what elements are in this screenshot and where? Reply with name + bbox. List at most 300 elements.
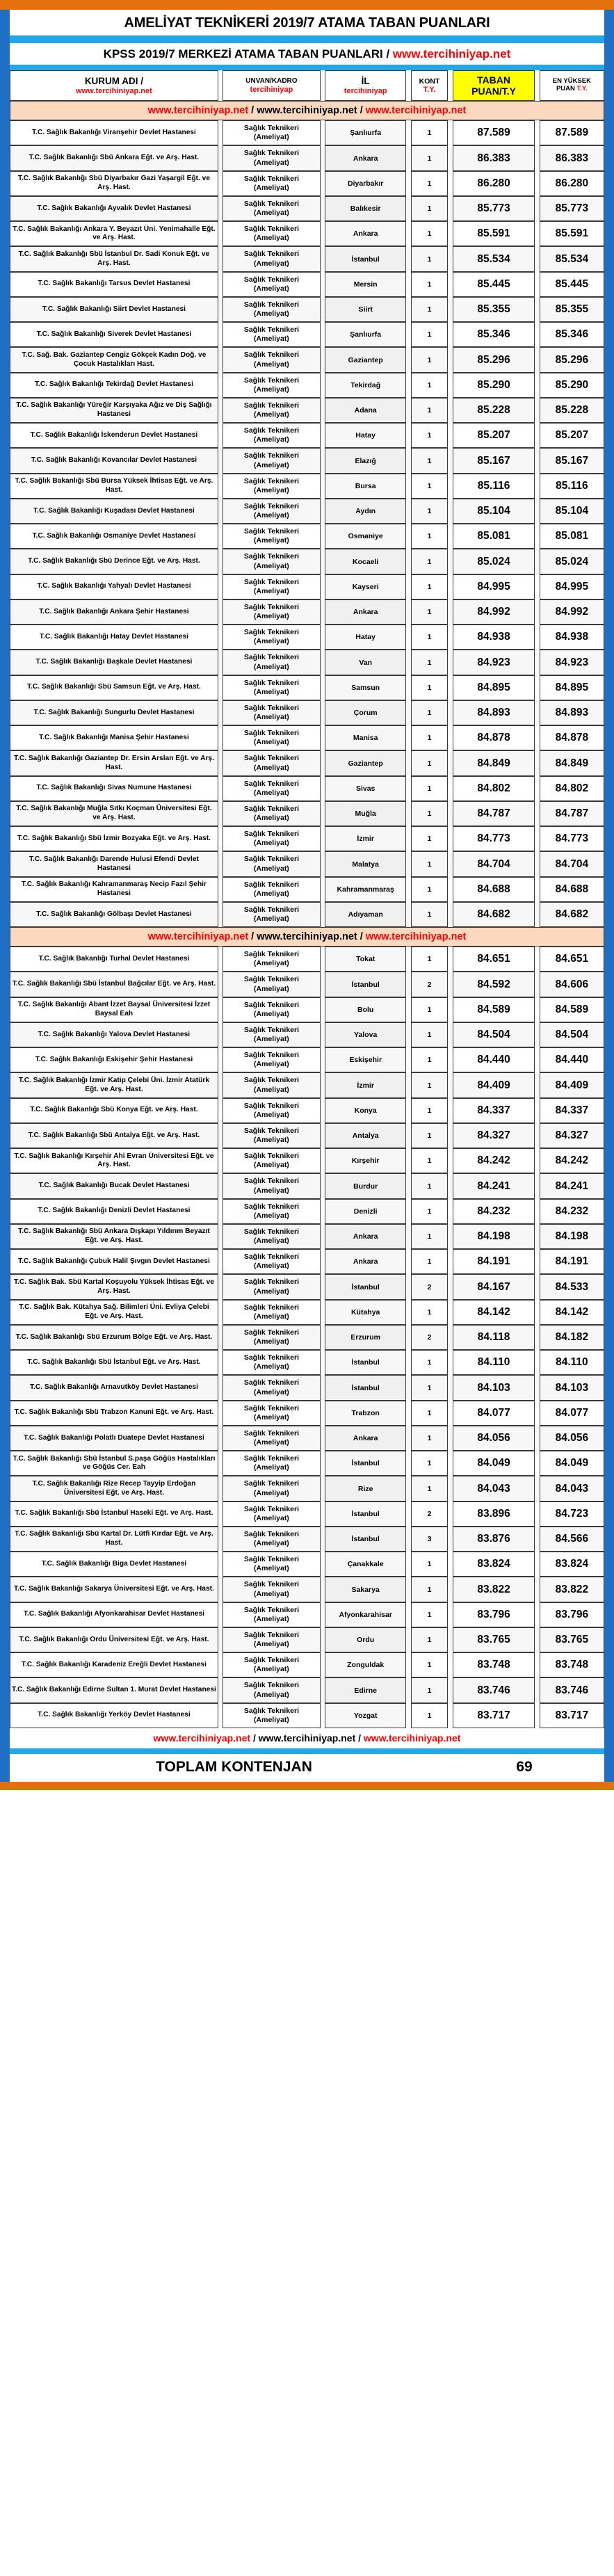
cell-il: Şanlıurfa xyxy=(325,322,406,347)
unvan-line-2: (Ameliyat) xyxy=(254,259,289,268)
table-row xyxy=(10,1552,604,1577)
cell-kontenjan: 1 xyxy=(411,499,449,524)
unvan-line-2: (Ameliyat) xyxy=(254,460,289,469)
table-row xyxy=(10,972,604,997)
table-row xyxy=(10,423,604,448)
cell-kurum-adi: T.C. Sağlık Bakanlığı Sbü Bursa Yüksek İhtisas Eğt. ve Arş. Hast. xyxy=(10,474,218,499)
cell-en-yuksek-puan: 84.056 xyxy=(540,1426,604,1451)
cell-kurum-adi: T.C. Sağlık Bakanlığı Siirt Devlet Hastanesi xyxy=(10,297,218,322)
unvan-line-2: (Ameliyat) xyxy=(254,1110,289,1119)
cell-kontenjan: 1 xyxy=(411,574,449,599)
cell-kontenjan: 1 xyxy=(411,1677,449,1702)
cell-kontenjan: 1 xyxy=(411,1098,449,1123)
cell-unvan-kadro xyxy=(223,750,320,775)
table-row xyxy=(10,1274,604,1299)
cell-taban-puan: 85.024 xyxy=(453,549,535,574)
cell-kontenjan: 1 xyxy=(411,625,449,650)
unvan-line-1: Sağlık Teknikeri xyxy=(243,527,300,536)
cell-en-yuksek-puan: 85.591 xyxy=(540,221,604,246)
unvan-line-2: (Ameliyat) xyxy=(254,1539,289,1548)
cell-unvan-kadro xyxy=(223,650,320,675)
cell-taban-puan: 85.534 xyxy=(453,246,535,271)
unvan-line-2: (Ameliyat) xyxy=(254,1362,289,1371)
table-row xyxy=(10,272,604,297)
cell-unvan-kadro xyxy=(223,1502,320,1527)
cell-taban-puan: 84.773 xyxy=(453,826,535,851)
unvan-line-2: (Ameliyat) xyxy=(254,183,289,192)
table-row xyxy=(10,145,604,170)
unvan-line-1: Sağlık Teknikeri xyxy=(243,975,300,984)
table-row xyxy=(10,902,604,927)
cell-unvan-kadro xyxy=(223,902,320,927)
cell-kurum-adi: T.C. Sağlık Bakanlığı Turhal Devlet Hastanesi xyxy=(10,947,218,972)
cell-unvan-kadro xyxy=(223,1224,320,1249)
unvan-line-1: Sağlık Teknikeri xyxy=(243,1378,300,1387)
unvan-line-2: (Ameliyat) xyxy=(254,889,289,898)
cell-kontenjan: 1 xyxy=(411,902,449,927)
cell-il: Elazığ xyxy=(325,448,406,473)
cell-kurum-adi: T.C. Sağlık Bakanlığı Sbü İzmir Bozyaka Eğt. ve Arş. Hast. xyxy=(10,826,218,851)
cell-en-yuksek-puan: 85.355 xyxy=(540,297,604,322)
unvan-line-2: (Ameliyat) xyxy=(254,1060,289,1069)
cell-en-yuksek-puan: 84.103 xyxy=(540,1375,604,1400)
subtitle-link[interactable]: www.tercihiniyap.net xyxy=(392,47,511,61)
cell-kontenjan: 1 xyxy=(411,145,449,170)
cell-kontenjan: 1 xyxy=(411,297,449,322)
cell-kurum-adi: T.C. Sağlık Bakanlığı İskenderun Devlet Hastanesi xyxy=(10,423,218,448)
unvan-line-1: Sağlık Teknikeri xyxy=(243,1656,300,1665)
cell-il: Bursa xyxy=(325,474,406,499)
cell-en-yuksek-puan: 84.409 xyxy=(540,1072,604,1097)
cell-unvan-kadro xyxy=(223,145,320,170)
cell-kurum-adi: T.C. Sağ. Bak. Gaziantep Cengiz Gökçek Kadın Doğ. ve Çocuk Hastalıkları Hast. xyxy=(10,347,218,372)
cell-il: Şanlıurfa xyxy=(325,120,406,145)
cell-kontenjan: 1 xyxy=(411,196,449,221)
unvan-line-2: (Ameliyat) xyxy=(254,1589,289,1598)
cell-en-yuksek-puan: 85.445 xyxy=(540,272,604,297)
unvan-line-1: Sağlık Teknikeri xyxy=(243,577,300,586)
unvan-line-1: Sağlık Teknikeri xyxy=(243,250,300,259)
cell-unvan-kadro xyxy=(223,1325,320,1350)
unvan-line-2: (Ameliyat) xyxy=(254,1690,289,1699)
promo-banner-row xyxy=(10,927,604,947)
table-row xyxy=(10,1627,604,1652)
unvan-line-1: Sağlık Teknikeri xyxy=(243,1580,300,1589)
unvan-header-sub: tercihiniyap xyxy=(250,85,293,94)
cell-il: Yalova xyxy=(325,1022,406,1047)
cell-il: Balıkesir xyxy=(325,196,406,221)
cell-kontenjan: 1 xyxy=(411,750,449,775)
cell-taban-puan: 84.878 xyxy=(453,725,535,750)
header-row xyxy=(10,70,604,101)
cell-taban-puan: 83.896 xyxy=(453,1502,535,1527)
cell-kontenjan: 1 xyxy=(411,524,449,549)
unvan-line-1: Sağlık Teknikeri xyxy=(243,199,300,208)
cell-taban-puan: 84.232 xyxy=(453,1199,535,1224)
cell-en-yuksek-puan: 85.081 xyxy=(540,524,604,549)
table-row xyxy=(10,776,604,801)
table-row xyxy=(10,1703,604,1728)
cell-unvan-kadro xyxy=(223,1451,320,1476)
table-row xyxy=(10,1375,604,1400)
column-header-enyuksek xyxy=(540,70,604,101)
cell-kurum-adi: T.C. Sağlık Bakanlığı Bucak Devlet Hastanesi xyxy=(10,1173,218,1198)
cell-taban-puan: 84.142 xyxy=(453,1300,535,1325)
cell-en-yuksek-puan: 85.346 xyxy=(540,322,604,347)
cell-il: Rize xyxy=(325,1476,406,1501)
cell-en-yuksek-puan: 84.723 xyxy=(540,1502,604,1527)
cell-kurum-adi: T.C. Sağlık Bakanlığı Sbü Kartal Dr. Lütfi Kırdar Eğt. ve Arş. Hast. xyxy=(10,1527,218,1552)
unvan-line-2: (Ameliyat) xyxy=(254,763,289,772)
cell-kurum-adi: T.C. Sağlık Bakanlığı Yüreğir Karşıyaka Ağız ve Diş Sağlığı Hastanesi xyxy=(10,398,218,423)
cell-il: Kayseri xyxy=(325,574,406,599)
promo-link-3[interactable]: www.tercihiniyap.net xyxy=(365,931,467,943)
unvan-line-1: Sağlık Teknikeri xyxy=(243,401,300,410)
cell-il: Ankara xyxy=(325,599,406,625)
cell-kurum-adi: T.C. Sağlık Bakanlığı Sbü Samsun Eğt. ve Arş. Hast. xyxy=(10,675,218,700)
unvan-line-1: Sağlık Teknikeri xyxy=(243,880,300,889)
cell-kontenjan: 1 xyxy=(411,1350,449,1375)
cell-taban-puan: 84.651 xyxy=(453,947,535,972)
cell-en-yuksek-puan: 83.748 xyxy=(540,1652,604,1677)
table-row xyxy=(10,499,604,524)
cell-unvan-kadro xyxy=(223,725,320,750)
cell-il: Osmaniye xyxy=(325,524,406,549)
cell-il: Siirt xyxy=(325,297,406,322)
cell-unvan-kadro xyxy=(223,1173,320,1198)
cell-kurum-adi: T.C. Sağlık Bakanlığı Karadeniz Ereğli Devlet Hastanesi xyxy=(10,1652,218,1677)
cell-kurum-adi: T.C. Sağlık Bakanlığı Ankara Y. Beyazıt Üni. Yenimahalle Eğt. ve Arş. Hast. xyxy=(10,221,218,246)
unvan-line-2: (Ameliyat) xyxy=(254,1287,289,1296)
cell-kurum-adi: T.C. Sağlık Bakanlığı Sbü Antalya Eğt. ve Arş. Hast. xyxy=(10,1123,218,1148)
cell-il: Burdur xyxy=(325,1173,406,1198)
unvan-line-1: Sağlık Teknikeri xyxy=(243,501,300,510)
cell-il: Adana xyxy=(325,398,406,423)
cell-il: Sivas xyxy=(325,776,406,801)
unvan-line-2: (Ameliyat) xyxy=(254,435,289,444)
footer-link-2[interactable]: www.tercihiniyap.net xyxy=(258,1732,356,1744)
table-row xyxy=(10,1401,604,1426)
unvan-line-1: Sağlık Teknikeri xyxy=(243,855,300,864)
cell-unvan-kadro xyxy=(223,221,320,246)
cell-kurum-adi: T.C. Sağlık Bakanlığı Ordu Üniversitesi Eğt. ve Arş. Hast. xyxy=(10,1627,218,1652)
subtitle-bar xyxy=(10,43,604,65)
cell-taban-puan: 84.995 xyxy=(453,574,535,599)
cell-taban-puan: 84.110 xyxy=(453,1350,535,1375)
cell-il: İstanbul xyxy=(325,1274,406,1299)
table-header xyxy=(10,70,604,101)
cell-kontenjan: 1 xyxy=(411,877,449,902)
cell-kontenjan: 1 xyxy=(411,1577,449,1602)
promo-banner-row xyxy=(10,101,604,120)
cell-kurum-adi: T.C. Sağlık Bakanlığı Sbü Konya Eğt. ve Arş. Hast. xyxy=(10,1098,218,1123)
cell-taban-puan: 84.337 xyxy=(453,1098,535,1123)
promo-link-2[interactable]: www.tercihiniyap.net xyxy=(257,931,357,943)
cell-kontenjan: 1 xyxy=(411,1047,449,1072)
table-row xyxy=(10,1451,604,1476)
cell-il: Zonguldak xyxy=(325,1652,406,1677)
cell-en-yuksek-puan: 84.704 xyxy=(540,851,604,876)
unvan-line-1: Sağlık Teknikeri xyxy=(243,376,300,385)
promo-link-1[interactable]: www.tercihiniyap.net xyxy=(147,105,249,117)
cell-taban-puan: 84.688 xyxy=(453,877,535,902)
cell-kontenjan: 1 xyxy=(411,1703,449,1728)
cell-en-yuksek-puan: 84.191 xyxy=(540,1249,604,1274)
cell-il: Sakarya xyxy=(325,1577,406,1602)
cell-kurum-adi: T.C. Sağlık Bakanlığı Ayvalık Devlet Hastanesi xyxy=(10,196,218,221)
cell-taban-puan: 83.765 xyxy=(453,1627,535,1652)
cell-en-yuksek-puan: 84.504 xyxy=(540,1022,604,1047)
cell-unvan-kadro xyxy=(223,700,320,725)
cell-il: Kırşehir xyxy=(325,1148,406,1173)
unvan-header-main: UNVAN/KADRO xyxy=(245,77,298,86)
cell-unvan-kadro xyxy=(223,851,320,876)
unvan-line-1: Sağlık Teknikeri xyxy=(243,1051,300,1060)
cell-taban-puan: 85.081 xyxy=(453,524,535,549)
cell-kontenjan: 1 xyxy=(411,1123,449,1148)
unvan-line-1: Sağlık Teknikeri xyxy=(243,905,300,914)
promo-sep-2: / xyxy=(357,931,366,943)
unvan-line-1: Sağlık Teknikeri xyxy=(243,1706,300,1715)
unvan-line-2: (Ameliyat) xyxy=(254,1161,289,1170)
cell-il: Aydın xyxy=(325,499,406,524)
table-row xyxy=(10,120,604,145)
unvan-line-2: (Ameliyat) xyxy=(254,1186,289,1195)
cell-kontenjan: 1 xyxy=(411,1375,449,1400)
table-row xyxy=(10,196,604,221)
cell-kontenjan: 1 xyxy=(411,272,449,297)
table-row xyxy=(10,1426,604,1451)
cell-unvan-kadro xyxy=(223,877,320,902)
enyuksek-header-l2 xyxy=(542,86,602,93)
cell-kontenjan: 1 xyxy=(411,398,449,423)
cell-kontenjan: 1 xyxy=(411,947,449,972)
cell-kurum-adi: T.C. Sağlık Bakanlığı Sbü İstanbul Eğt. ve Arş. Hast. xyxy=(10,1350,218,1375)
cell-taban-puan: 87.589 xyxy=(453,120,535,145)
promo-link-2[interactable]: www.tercihiniyap.net xyxy=(257,105,357,117)
cell-kontenjan: 1 xyxy=(411,801,449,826)
cell-il: Muğla xyxy=(325,801,406,826)
cell-taban-puan: 85.116 xyxy=(453,474,535,499)
unvan-line-1: Sağlık Teknikeri xyxy=(243,1126,300,1135)
unvan-line-2: (Ameliyat) xyxy=(254,713,289,722)
cell-kontenjan: 1 xyxy=(411,1652,449,1677)
cell-en-yuksek-puan: 85.116 xyxy=(540,474,604,499)
cell-kurum-adi: T.C. Sağlık Bakanlığı Tekirdağ Devlet Hastanesi xyxy=(10,373,218,398)
cell-unvan-kadro xyxy=(223,1199,320,1224)
unvan-line-2: (Ameliyat) xyxy=(254,839,289,848)
cell-il: İzmir xyxy=(325,826,406,851)
cell-taban-puan: 84.409 xyxy=(453,1072,535,1097)
table-row xyxy=(10,725,604,750)
cell-kontenjan: 1 xyxy=(411,1627,449,1652)
cell-kontenjan: 1 xyxy=(411,776,449,801)
cell-il: Trabzon xyxy=(325,1401,406,1426)
footer-link-3[interactable]: www.tercihiniyap.net xyxy=(363,1732,461,1744)
cell-unvan-kadro xyxy=(223,120,320,145)
footer-link-1[interactable]: www.tercihiniyap.net xyxy=(153,1732,251,1744)
table-row xyxy=(10,947,604,972)
cell-kurum-adi: T.C. Sağlık Bakanlığı Yahyalı Devlet Hastanesi xyxy=(10,574,218,599)
scores-table xyxy=(10,70,604,1728)
page-title: AMELİYAT TEKNİKERİ 2019/7 ATAMA TABAN PUANLARI xyxy=(124,15,490,31)
cell-il: Afyonkarahisar xyxy=(325,1602,406,1627)
column-header-kurum xyxy=(10,70,218,101)
cell-en-yuksek-puan: 84.802 xyxy=(540,776,604,801)
cell-kurum-adi: T.C. Sağlık Bakanlığı Gaziantep Dr. Ersin Arslan Eğt. ve Arş. Hast. xyxy=(10,750,218,775)
unvan-line-1: Sağlık Teknikeri xyxy=(243,1303,300,1312)
unvan-line-1: Sağlık Teknikeri xyxy=(243,804,300,813)
unvan-line-2: (Ameliyat) xyxy=(254,1211,289,1220)
cell-taban-puan: 84.682 xyxy=(453,902,535,927)
table-row xyxy=(10,297,604,322)
table-row xyxy=(10,1502,604,1527)
cell-taban-puan: 86.280 xyxy=(453,171,535,196)
table-row xyxy=(10,700,604,725)
cell-kontenjan: 1 xyxy=(411,650,449,675)
cell-kontenjan: 1 xyxy=(411,700,449,725)
cell-taban-puan: 84.191 xyxy=(453,1249,535,1274)
cell-kontenjan: 1 xyxy=(411,448,449,473)
cell-kurum-adi: T.C. Sağlık Bakanlığı Gölbaşı Devlet Hastanesi xyxy=(10,902,218,927)
cell-en-yuksek-puan: 84.077 xyxy=(540,1401,604,1426)
cell-kurum-adi: T.C. Sağlık Bak. Kütahya Sağ. Bilimleri Üni. Evliya Çelebi Eğt. ve Arş. Hast. xyxy=(10,1300,218,1325)
table-row xyxy=(10,1047,604,1072)
cell-kontenjan: 1 xyxy=(411,1451,449,1476)
cell-taban-puan: 84.592 xyxy=(453,972,535,997)
cell-il: Malatya xyxy=(325,851,406,876)
cell-unvan-kadro xyxy=(223,347,320,372)
cell-taban-puan: 84.241 xyxy=(453,1173,535,1198)
cell-en-yuksek-puan: 83.822 xyxy=(540,1577,604,1602)
cell-en-yuksek-puan: 84.893 xyxy=(540,700,604,725)
unvan-line-1: Sağlık Teknikeri xyxy=(243,950,300,959)
promo-banner-cell xyxy=(10,927,604,947)
unvan-line-2: (Ameliyat) xyxy=(254,687,289,696)
unvan-line-2: (Ameliyat) xyxy=(254,1564,289,1573)
cell-kurum-adi: T.C. Sağlık Bakanlığı Hatay Devlet Hastanesi xyxy=(10,625,218,650)
enyuksek-header-l2-black: PUAN xyxy=(556,85,577,93)
cell-taban-puan: 84.787 xyxy=(453,801,535,826)
unvan-line-2: (Ameliyat) xyxy=(254,1387,289,1396)
il-header-sub: tercihiniyap xyxy=(344,86,387,95)
kont-header-l2: T.Y. xyxy=(423,85,436,94)
cell-kontenjan: 1 xyxy=(411,1148,449,1173)
cell-unvan-kadro xyxy=(223,1703,320,1728)
cell-en-yuksek-puan: 84.043 xyxy=(540,1476,604,1501)
cell-en-yuksek-puan: 84.337 xyxy=(540,1098,604,1123)
table-row xyxy=(10,750,604,775)
cell-il: İstanbul xyxy=(325,246,406,271)
cell-en-yuksek-puan: 85.534 xyxy=(540,246,604,271)
cell-unvan-kadro xyxy=(223,171,320,196)
table-row xyxy=(10,1577,604,1602)
cell-kurum-adi: T.C. Sağlık Bakanlığı Denizli Devlet Hastanesi xyxy=(10,1199,218,1224)
unvan-line-1: Sağlık Teknikeri xyxy=(243,830,300,839)
unvan-line-2: (Ameliyat) xyxy=(254,511,289,520)
table-row xyxy=(10,650,604,675)
cell-kurum-adi: T.C. Sağlık Bakanlığı Sbü İstanbul Haseki Eğt. ve Arş. Hast. xyxy=(10,1502,218,1527)
cell-kurum-adi: T.C. Sağlık Bakanlığı Kahramanmaraş Necip Fazıl Şehir Hastanesi xyxy=(10,877,218,902)
cell-en-yuksek-puan: 85.228 xyxy=(540,398,604,423)
cell-taban-puan: 84.103 xyxy=(453,1375,535,1400)
unvan-line-2: (Ameliyat) xyxy=(254,385,289,394)
cell-taban-puan: 84.589 xyxy=(453,997,535,1022)
promo-link-3[interactable]: www.tercihiniyap.net xyxy=(365,105,467,117)
table-row xyxy=(10,1652,604,1677)
cell-kontenjan: 1 xyxy=(411,1173,449,1198)
cell-il: İstanbul xyxy=(325,1451,406,1476)
unvan-line-2: (Ameliyat) xyxy=(254,984,289,993)
unvan-line-1: Sağlık Teknikeri xyxy=(243,1504,300,1513)
cell-unvan-kadro xyxy=(223,524,320,549)
unvan-line-1: Sağlık Teknikeri xyxy=(243,325,300,335)
cell-il: Antalya xyxy=(325,1123,406,1148)
unvan-line-1: Sağlık Teknikeri xyxy=(243,1177,300,1186)
cell-taban-puan: 84.043 xyxy=(453,1476,535,1501)
cell-en-yuksek-puan: 85.296 xyxy=(540,347,604,372)
cell-il: Edirne xyxy=(325,1677,406,1702)
table-row xyxy=(10,524,604,549)
unvan-line-2: (Ameliyat) xyxy=(254,284,289,293)
cell-kontenjan: 1 xyxy=(411,997,449,1022)
cell-kurum-adi: T.C. Sağlık Bakanlığı Yalova Devlet Hastanesi xyxy=(10,1022,218,1047)
unvan-line-2: (Ameliyat) xyxy=(254,1085,289,1094)
cell-en-yuksek-puan: 84.938 xyxy=(540,625,604,650)
cell-en-yuksek-puan: 84.232 xyxy=(540,1199,604,1224)
cell-kurum-adi: T.C. Sağlık Bakanlığı Tarsus Devlet Hastanesi xyxy=(10,272,218,297)
table-row xyxy=(10,398,604,423)
cyan-divider-mid xyxy=(10,65,604,70)
cell-taban-puan: 84.895 xyxy=(453,675,535,700)
cell-unvan-kadro xyxy=(223,599,320,625)
cell-il: Hatay xyxy=(325,423,406,448)
cell-en-yuksek-puan: 83.765 xyxy=(540,1627,604,1652)
cell-kurum-adi: T.C. Sağlık Bakanlığı Yerköy Devlet Hastanesi xyxy=(10,1703,218,1728)
table-row xyxy=(10,1123,604,1148)
cell-taban-puan: 85.104 xyxy=(453,499,535,524)
unvan-line-2: (Ameliyat) xyxy=(254,1640,289,1649)
cell-taban-puan: 84.118 xyxy=(453,1325,535,1350)
cell-kurum-adi: T.C. Sağlık Bakanlığı Sbü Trabzon Kanuni Eğt. ve Arş. Hast. xyxy=(10,1401,218,1426)
cell-unvan-kadro xyxy=(223,322,320,347)
cell-taban-puan: 85.290 xyxy=(453,373,535,398)
cell-unvan-kadro xyxy=(223,499,320,524)
table-row xyxy=(10,826,604,851)
table-row xyxy=(10,1199,604,1224)
cell-kontenjan: 1 xyxy=(411,725,449,750)
cell-taban-puan: 84.992 xyxy=(453,599,535,625)
promo-link-1[interactable]: www.tercihiniyap.net xyxy=(147,931,249,943)
cell-en-yuksek-puan: 86.383 xyxy=(540,145,604,170)
cell-en-yuksek-puan: 84.995 xyxy=(540,574,604,599)
unvan-line-1: Sağlık Teknikeri xyxy=(243,1278,300,1287)
cell-kontenjan: 1 xyxy=(411,599,449,625)
unvan-line-1: Sağlık Teknikeri xyxy=(243,275,300,284)
cell-taban-puan: 84.849 xyxy=(453,750,535,775)
cell-unvan-kadro xyxy=(223,1552,320,1577)
cell-kontenjan: 1 xyxy=(411,221,449,246)
unvan-line-2: (Ameliyat) xyxy=(254,1412,289,1422)
cell-il: Manisa xyxy=(325,725,406,750)
cell-taban-puan: 84.938 xyxy=(453,625,535,650)
cell-en-yuksek-puan: 84.110 xyxy=(540,1350,604,1375)
unvan-line-2: (Ameliyat) xyxy=(254,1513,289,1522)
content-frame xyxy=(0,10,614,1782)
cell-kontenjan: 1 xyxy=(411,1401,449,1426)
table-row xyxy=(10,1476,604,1501)
cell-en-yuksek-puan: 83.796 xyxy=(540,1602,604,1627)
